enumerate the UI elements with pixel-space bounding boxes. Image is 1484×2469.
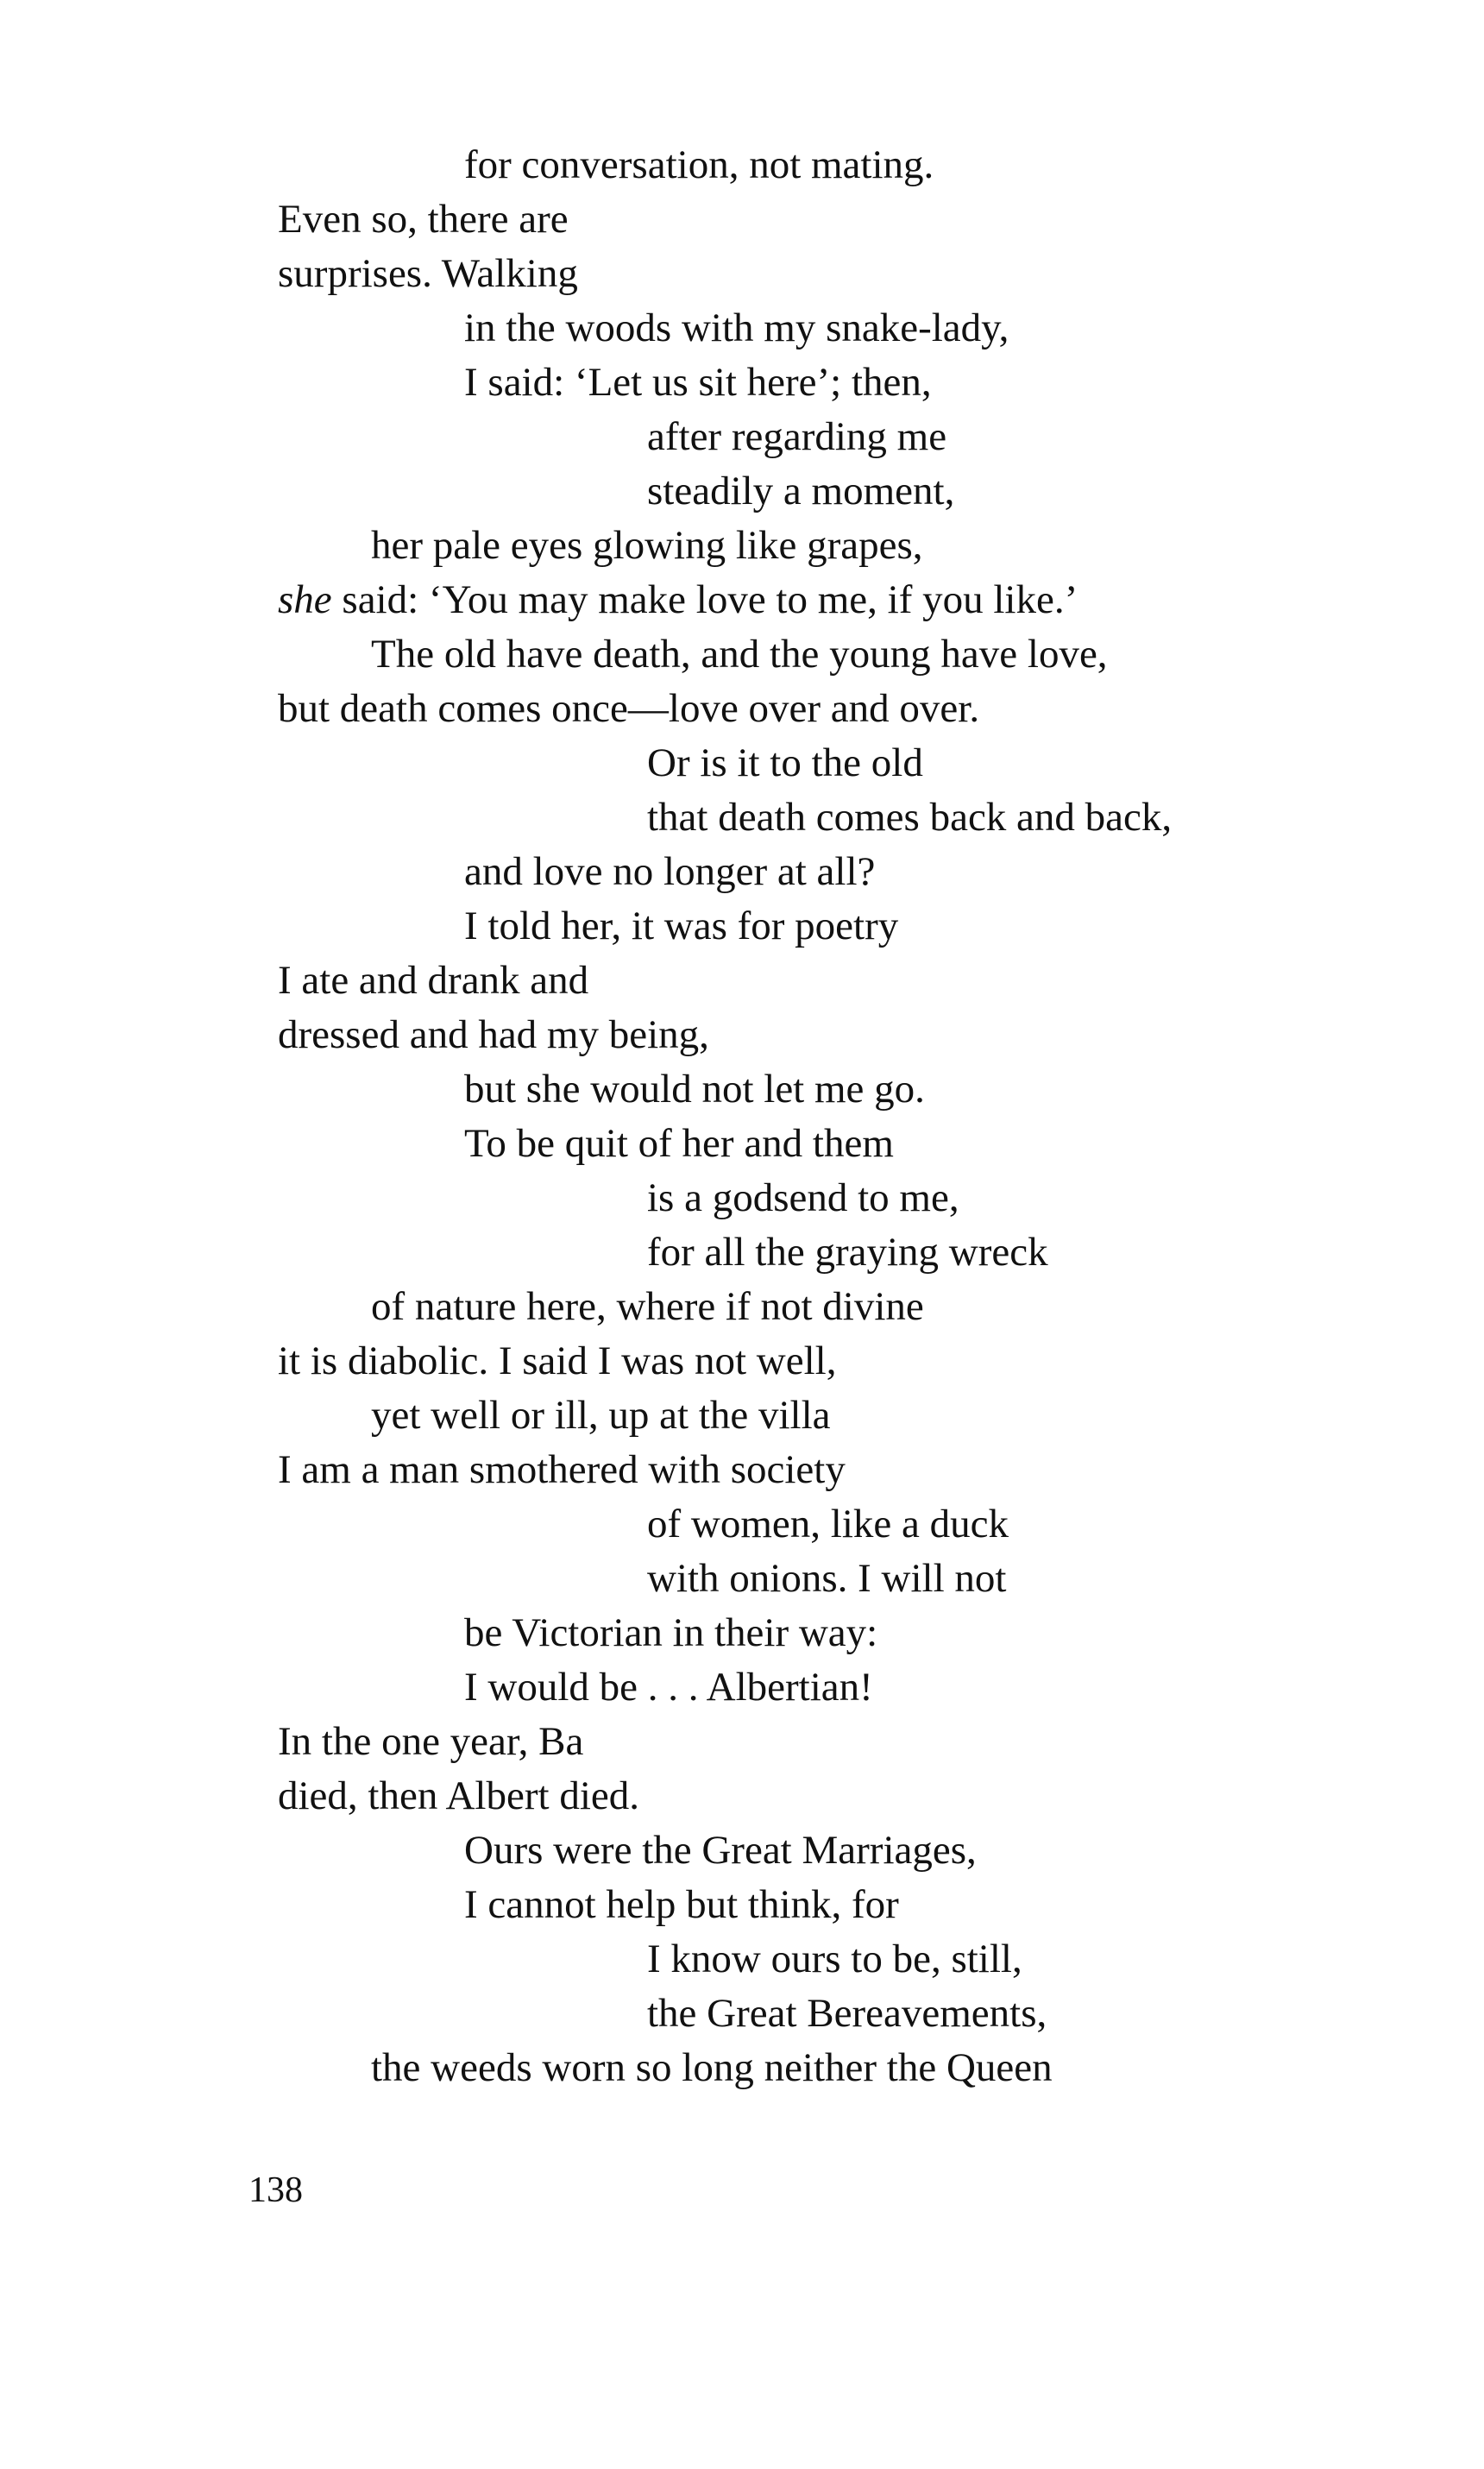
poem-line: Even so, there are bbox=[278, 197, 569, 242]
poem-line: I would be . . . Albertian! bbox=[464, 1665, 873, 1710]
poem-line: but death comes once—love over and over. bbox=[278, 686, 980, 731]
poem-line: it is diabolic. I said I was not well, bbox=[278, 1338, 837, 1383]
poem-line: died, then Albert died. bbox=[278, 1773, 639, 1818]
poem-line: be Victorian in their way: bbox=[464, 1610, 878, 1655]
poem-line: her pale eyes glowing like grapes, bbox=[371, 523, 923, 568]
poem-line: for conversation, not mating. bbox=[464, 142, 934, 187]
poem-line: I know ours to be, still, bbox=[647, 1937, 1022, 1981]
poem-line: that death comes back and back, bbox=[647, 795, 1173, 840]
poem-line: in the woods with my snake-lady, bbox=[464, 305, 1009, 350]
poem-line: with onions. I will not bbox=[647, 1556, 1007, 1601]
poem-line: of nature here, where if not divine bbox=[371, 1284, 924, 1329]
poem-line: Ours were the Great Marriages, bbox=[464, 1828, 977, 1873]
poem-line: surprises. Walking bbox=[278, 251, 578, 296]
page-number: 138 bbox=[248, 2170, 303, 2210]
poem-line-rest: said: ‘You may make love to me, if you like.’ bbox=[342, 577, 1078, 622]
poem-line: and love no longer at all? bbox=[464, 849, 876, 894]
poem-line: the weeds worn so long neither the Queen bbox=[371, 2045, 1053, 2090]
poem-line: is a godsend to me, bbox=[647, 1175, 959, 1220]
poem-line: I ate and drank and bbox=[278, 958, 589, 1003]
poem-line: I said: ‘Let us sit here’; then, bbox=[464, 360, 932, 405]
poem-line: dressed and had my being, bbox=[278, 1012, 709, 1057]
poem-line-with-italic bbox=[278, 573, 1078, 627]
poem-line: steadily a moment, bbox=[647, 469, 955, 513]
poem-line: To be quit of her and them bbox=[464, 1121, 894, 1166]
poem-line: after regarding me bbox=[647, 414, 947, 459]
poem-line: Or is it to the old bbox=[647, 740, 923, 785]
poem-line: of women, like a duck bbox=[647, 1502, 1009, 1546]
poem-line: In the one year, Ba bbox=[278, 1719, 584, 1764]
poem-line: the Great Bereavements, bbox=[647, 1991, 1047, 2036]
poem-line: I cannot help but think, for bbox=[464, 1882, 899, 1927]
poem-line: The old have death, and the young have love, bbox=[371, 632, 1108, 677]
poem-line: but she would not let me go. bbox=[464, 1067, 925, 1112]
poem-line: for all the graying wreck bbox=[647, 1230, 1048, 1275]
poem-line: I told her, it was for poetry bbox=[464, 904, 899, 948]
poem-line: I am a man smothered with society bbox=[278, 1447, 846, 1492]
poem-line: yet well or ill, up at the villa bbox=[371, 1393, 831, 1438]
italic-word: she bbox=[278, 577, 332, 622]
